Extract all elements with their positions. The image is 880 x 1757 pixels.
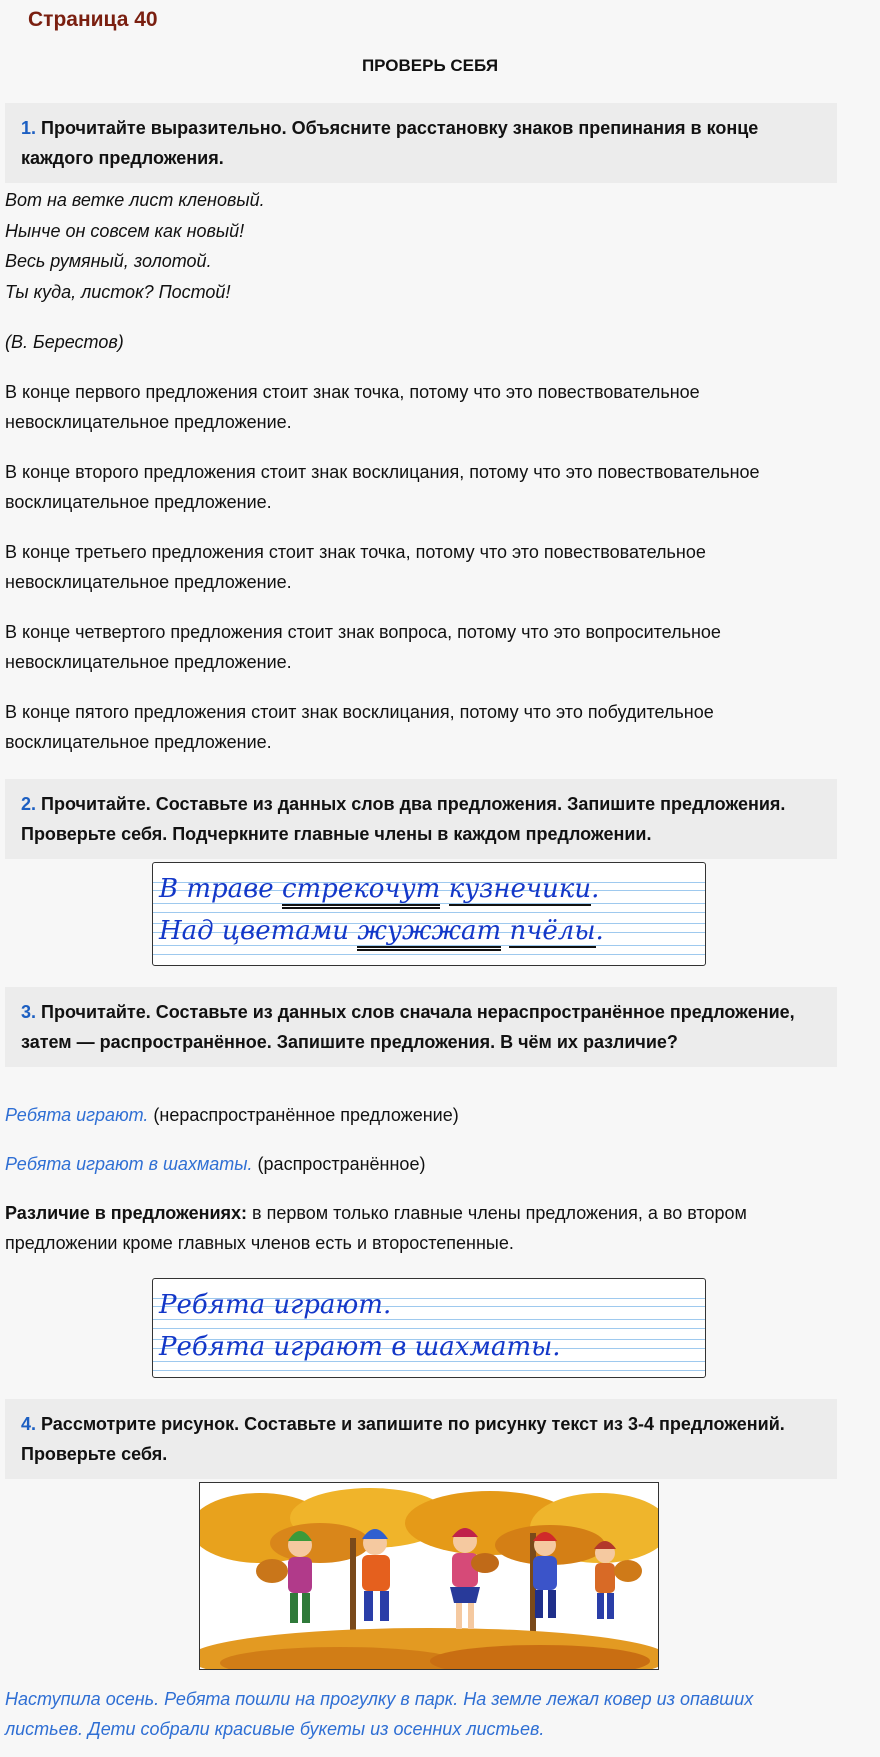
task-text: Прочитайте выразительно. Объясните расстановку знаков препинания в конце каждого предложения. <box>21 118 759 168</box>
poem-author: (В. Берестов) <box>5 332 124 352</box>
answer-paragraph: В конце второго предложения стоит знак восклицания, потому что это повествовательное восклицательное предложение. <box>5 462 760 512</box>
task-text: Рассмотрите рисунок. Составьте и запишите по рисунку текст из 3-4 предложений. Проверьте себя. <box>21 1414 785 1464</box>
task-number: 1. <box>21 118 37 138</box>
task-1 <box>5 103 837 183</box>
handwritten-sentence: Ребята играют в шахматы. <box>159 1332 561 1362</box>
handwriting-box <box>152 1278 706 1378</box>
illustration-image <box>200 1483 658 1669</box>
answer-paragraph: В конце первого предложения стоит знак точка, потому что это повествовательное невосклицательное предложение. <box>5 382 700 432</box>
task-number: 2. <box>21 794 37 814</box>
page-title: Страница 40 <box>28 8 158 31</box>
poem-line: Ты куда, листок? Постой! <box>5 281 231 302</box>
task-2 <box>5 779 837 859</box>
task-number: 4. <box>21 1414 37 1434</box>
difference-paragraph: Различие в предложениях: в первом только главные члены предложения, а во втором предложении кроме главных членов есть и второстепенные. <box>5 1203 747 1253</box>
poem-line: Вот на ветке лист кленовый. <box>5 190 265 210</box>
handwriting-box <box>152 862 706 966</box>
picture-story-answer: Наступила осень. Ребята пошли на прогулку в парк. На земле лежал ковер из опавших листьев. Дети собрали красивые букеты из осенних листьев. <box>5 1689 754 1739</box>
subject: кузнечики <box>448 874 592 904</box>
poem-line: Весь румяный, золотой. <box>5 251 212 271</box>
poem <box>5 185 855 307</box>
answer-sentence-2: Ребята играют в шахматы. (распространённое) <box>5 1154 426 1174</box>
task-text: Прочитайте. Составьте из данных слов два предложения. Запишите предложения. Проверьте себя. Подчеркните главные члены в каждом предложении. <box>21 794 786 844</box>
subject: пчёлы <box>509 916 596 946</box>
predicate: стрекочут <box>282 874 440 909</box>
task-4 <box>5 1399 837 1479</box>
answer-paragraph: В конце пятого предложения стоит знак восклицания, потому что это побудительное восклицательное предложение. <box>5 702 714 752</box>
predicate: жужжат <box>357 916 501 951</box>
autumn-children-illustration <box>199 1482 659 1670</box>
poem-line: Нынче он совсем как новый! <box>5 220 245 241</box>
task-number: 3. <box>21 1002 37 1022</box>
answer-paragraph: В конце четвертого предложения стоит знак вопроса, потому что это вопросительное невосклицательное предложение. <box>5 622 721 672</box>
section-heading: ПРОВЕРЬ СЕБЯ <box>361 56 499 75</box>
handwritten-sentence: Ребята играют. <box>159 1290 392 1320</box>
task-3 <box>5 987 837 1067</box>
handwritten-sentence: В траве стрекочут кузнечики. <box>159 874 599 904</box>
handwritten-sentence: Над цветами жужжат пчёлы. <box>159 916 604 946</box>
task-text: Прочитайте. Составьте из данных слов сначала нераспространённое предложение, затем — распространённое. Запишите предложения. В чём их различие? <box>21 1002 795 1052</box>
answer-sentence-1: Ребята играют. (нераспространённое предложение) <box>5 1105 459 1125</box>
answer-paragraph: В конце третьего предложения стоит знак точка, потому что это повествовательное невосклицательное предложение. <box>5 542 706 592</box>
